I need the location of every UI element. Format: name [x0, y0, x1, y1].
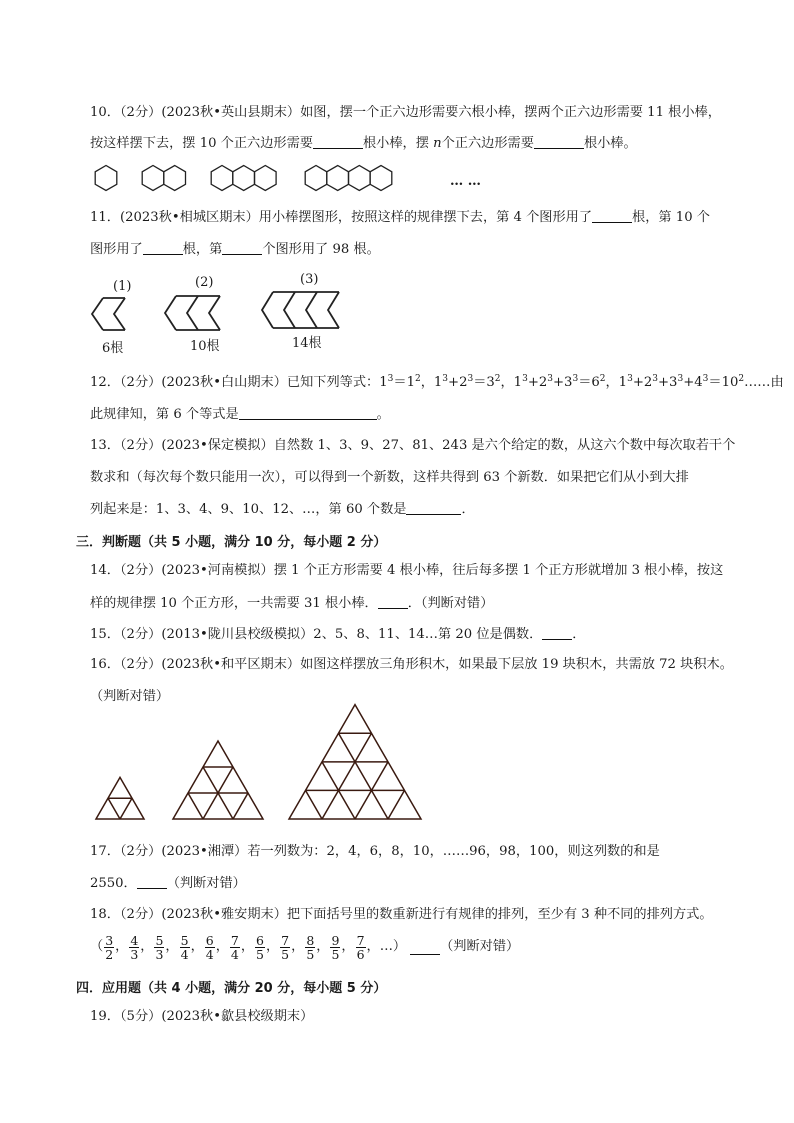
- numerator: 7: [356, 932, 365, 948]
- q18-line2: （ $\frac{3}{2}$ ， $\frac{4}{3}$ ， $\frac{5}{3}$ ， $\frac{5}{4}$ ， $\frac{6}{4}$ ， $\frac{7}{4}$ ， $\frac{6}{5}$ ， $\frac{7}{5}$ ， $\frac{8}{5}$ ， $\frac{9}{5}$ ， $\frac{7}{6}$ ，…） （判断对错）: [90, 932, 520, 962]
- diag-line: [388, 790, 405, 819]
- q18-blank[interactable]: [410, 940, 440, 955]
- denominator: 4: [205, 946, 214, 962]
- diag-line: [120, 798, 132, 819]
- numerator: 5: [180, 932, 189, 948]
- q19-line1: 19．（5分）(2023秋•歙县校级期末）: [90, 1009, 314, 1024]
- q17-blank[interactable]: [137, 874, 167, 889]
- numerator: 7: [230, 932, 239, 948]
- q10-ellipsis: … …: [450, 174, 481, 189]
- comma: ，: [265, 939, 280, 954]
- fraction: [356, 934, 366, 961]
- q10-line2: 按这样摆下去，摆 10 个正六边形需要 根小棒，摆 n个正六边形需要 根小棒。: [90, 136, 637, 151]
- denominator: 5: [306, 946, 315, 962]
- numerator: 6: [256, 932, 264, 948]
- q14-line2: 样的规律摆 10 个正方形，一共需要 31 根小棒． ．（判断对错）: [90, 596, 494, 611]
- diag-line: [108, 798, 120, 819]
- fraction: [154, 934, 164, 961]
- denominator: 4: [230, 946, 239, 962]
- q17-line2: 2550． （判断对错）: [90, 876, 246, 891]
- comma: ，: [291, 939, 305, 954]
- q13-line3: 列起来是：1、3、4、9、10、12、…，第 60 个数是 ．: [90, 502, 475, 517]
- section-4-heading: 四．应用题（共 4 小题，满分 20 分，每小题 5 分）: [76, 981, 387, 996]
- fraction: [104, 934, 114, 961]
- triangle-outline: [173, 741, 263, 819]
- fraction: [180, 934, 190, 961]
- q11-fig1-number: (1): [113, 279, 132, 294]
- q12-line1: 12．（2分）(2023秋•白山期末）已知下列等式：$1^3=1^2$，$1^3+2^3=3^2$，$1^3+2^3+3^3=6^2$，$1^3+2^3+3^3+4^3=10^2\dots\dots$由: [90, 374, 784, 390]
- comma: ，: [140, 939, 154, 954]
- q17-line1: 17．（2分）(2023•湘潭）若一列数为：2，4，6，8，10，……96，98，100，则这列数的和是: [90, 844, 660, 859]
- diag-line: [188, 793, 203, 819]
- q11-fig2-number: (2): [195, 275, 214, 290]
- q16-line1: 16．（2分）(2023秋•和平区期末）如图这样摆放三角形积木，如果最下层放 19 块积木，共需放 72 块积木。: [90, 657, 733, 672]
- q13-line1: 13．（2分）(2023•保定模拟）自然数 1、3、9、27、81、243 是六个给定的数，从这六个数中每次取若干个: [90, 438, 736, 453]
- numerator: 8: [306, 932, 315, 948]
- fraction-list: [103, 934, 366, 961]
- section-3-heading: 三．判断题（共 5 小题，满分 10 分，每小题 2 分）: [76, 535, 387, 550]
- denominator: 6: [356, 946, 365, 962]
- denominator: 3: [130, 946, 139, 962]
- fraction: [305, 934, 315, 961]
- comma: ，: [341, 939, 355, 954]
- comma: ，: [316, 939, 330, 954]
- q14-line1: 14．（2分）(2023•河南模拟）摆 1 个正方形需要 4 根小棒，往后每多摆 1 个正方形就增加 3 根小棒，按这: [90, 563, 724, 578]
- denominator: 5: [256, 946, 264, 962]
- q12-line2: 此规律知，第 6 个等式是 。: [90, 407, 390, 422]
- denominator: 5: [331, 946, 340, 962]
- q16-line2: （判断对错）: [90, 689, 170, 704]
- fraction: [280, 934, 290, 961]
- numerator: 6: [205, 932, 214, 948]
- q11-line2: 图形用了 根，第 个图形用了 98 根。: [90, 242, 380, 257]
- triangle-stack-1: [96, 777, 144, 819]
- fraction: [255, 934, 265, 961]
- comma: ，: [165, 939, 179, 954]
- comma: ，: [115, 939, 129, 954]
- numerator: 3: [105, 932, 114, 948]
- numerator: 9: [331, 932, 340, 948]
- q10-line1: 10．（2分）(2023秋•英山县期末）如图，摆一个正六边形需要六根小棒，摆两个正六边形需要 11 根小棒，: [90, 105, 721, 120]
- q11-fig3-label: 14根: [292, 336, 322, 351]
- denominator: 5: [281, 946, 290, 962]
- diag-line: [233, 793, 248, 819]
- triangle-stack-3: [289, 705, 421, 819]
- q11-fig2-label: 10根: [190, 339, 220, 354]
- comma: ，: [215, 939, 229, 954]
- q18-line1: 18．（2分）(2023秋•雅安期末）把下面括号里的数重新进行有规律的排列，至少有 3 种不同的排列方式。: [90, 907, 713, 922]
- q13-line2: 数求和（每次每个数只能用一次），可以得到一个新数，这样共得到 63 个新数．如果把它们从小到大排: [90, 470, 689, 485]
- comma: ，: [240, 939, 255, 954]
- fraction: [330, 934, 340, 961]
- fraction: [230, 934, 240, 961]
- numerator: 4: [130, 932, 139, 948]
- fraction: [129, 934, 139, 961]
- denominator: 3: [155, 946, 164, 962]
- comma: ，: [190, 939, 204, 954]
- triangle-stack-2: [173, 741, 263, 819]
- numerator: 5: [155, 932, 164, 948]
- q11-fig3-number: (3): [300, 272, 319, 287]
- numerator: 7: [281, 932, 290, 948]
- q11-fig1-label: 6根: [102, 341, 124, 356]
- diag-line: [306, 790, 323, 819]
- q11-line1: 11．(2023秋•相城区期末）用小棒摆图形，按照这样的规律摆下去，第 4 个图形用了 根，第 10 个: [90, 210, 710, 225]
- fraction: [205, 934, 215, 961]
- denominator: 2: [105, 946, 114, 962]
- q15-line: 15．（2分）(2013•陇川县校级模拟）2、5、8、11、14…第 20 位是偶数． ．: [90, 627, 586, 642]
- denominator: 4: [180, 946, 189, 962]
